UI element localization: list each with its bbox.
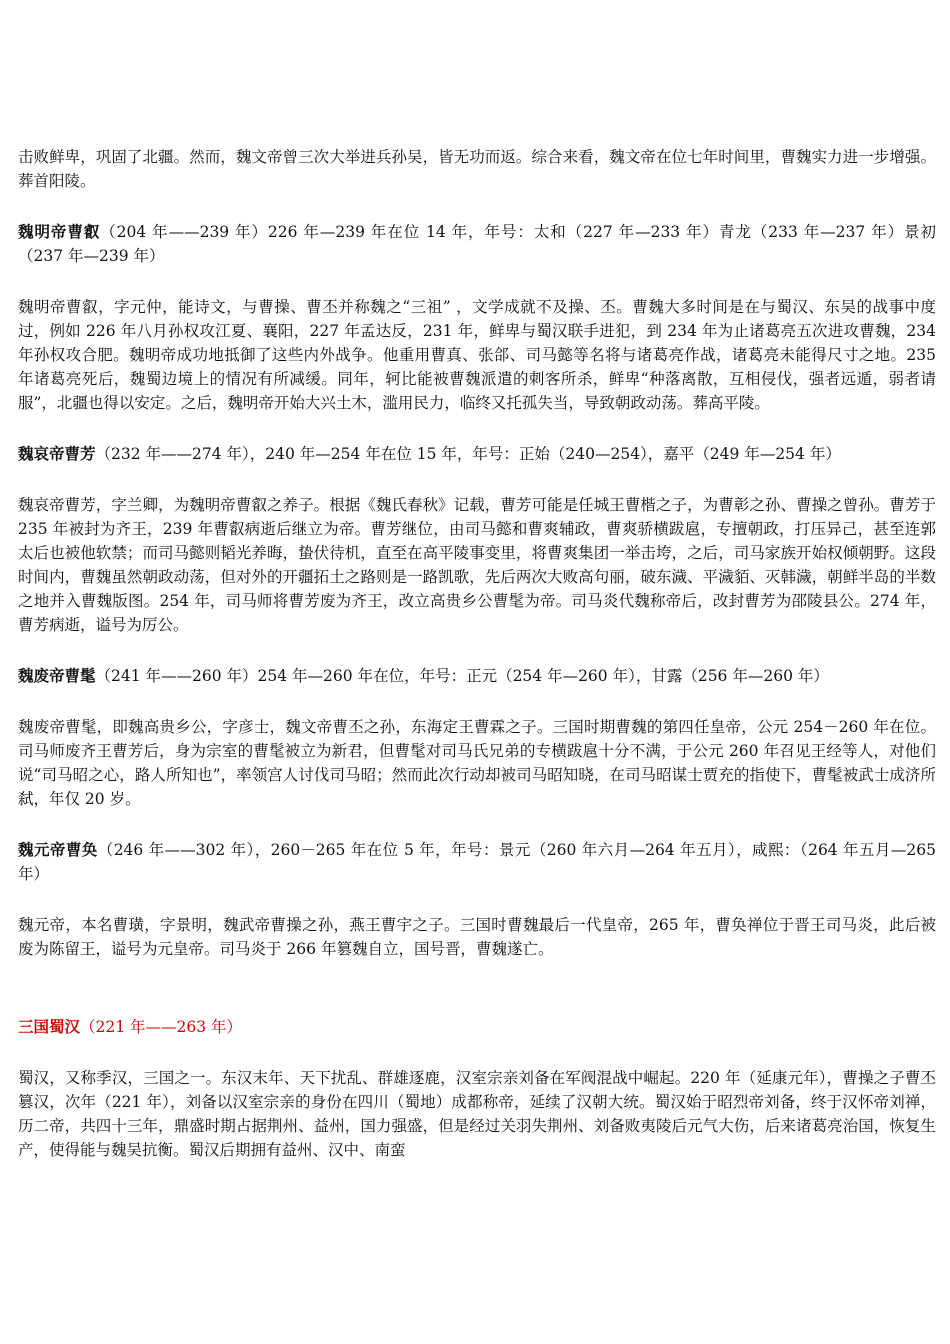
section-heading-shuhan bbox=[18, 1015, 936, 1039]
emperor-name: 魏明帝曹叡 bbox=[18, 223, 101, 241]
emperor-name: 魏废帝曹髦 bbox=[18, 667, 96, 685]
emperor-body-caohuan: 魏元帝，本名曹璜，字景明，魏武帝曹操之孙，燕王曹宇之子。三国时曹魏最后一代皇帝，265 年，曹奂禅位于晋王司马炎，此后被废为陈留王，谥号为元皇帝。司马炎于 266 年篡魏自立，国号晋，曹魏遂亡。 bbox=[18, 916, 936, 958]
emperor-name: 魏哀帝曹芳 bbox=[18, 445, 96, 463]
emperor-heading-caomao bbox=[18, 664, 936, 688]
emperor-heading-caohuan bbox=[18, 838, 936, 886]
emperor-detail: （241 年——260 年）254 年—260 年在位，年号：正元（254 年—260 年），甘露（256 年—260 年） bbox=[95, 667, 829, 685]
emperor-body-caorui: 魏明帝曹叡，字元仲，能诗文，与曹操、曹丕并称魏之“三祖” ，文学成就不及操、丕。曹魏大多时间是在与蜀汉、东吴的战事中度过，例如 226 年八月孙权攻江夏、襄阳，227 年孟达反，231 年，鲜卑与蜀汉联手进犯，到 234 年为止诸葛亮五次进攻曹魏，234 年孙权攻合肥。魏明帝成功地抵御了这些内外战争。他重用曹真、张郃、司马懿等名将与诸葛亮作战，诸葛亮未能得尺寸之地。235 年诸葛亮死后，魏蜀边境上的情况有所减缓。同年，轲比能被曹魏派遣的刺客所杀，鲜卑“种落离散，互相侵伐，强者远遁，弱者请服”，北疆也得以安定。之后，魏明帝开始大兴土木，滥用民力，临终又托孤失当，导致朝政动荡。葬高平陵。 bbox=[18, 298, 936, 412]
intro-paragraph: 击败鲜卑，巩固了北疆。然而，魏文帝曾三次大举进兵孙吴，皆无功而返。综合来看，魏文帝在位七年时间里，曹魏实力进一步增强。葬首阳陵。 bbox=[18, 148, 936, 190]
emperor-body-caomao: 魏废帝曹髦，即魏高贵乡公，字彦士，魏文帝曹丕之孙，东海定王曹霖之子。三国时期曹魏的第四任皇帝，公元 254－260 年在位。司马师废齐王曹芳后，身为宗室的曹髦被立为新君，但曹髦对司马氏兄弟的专横跋扈十分不满，于公元 260 年召见王经等人，对他们说“司马昭之心，路人所知也”，率领宫人讨伐司马昭；然而此次行动却被司马昭知晓，在司马昭谋士贾充的指使下，曹髦被武士成济所弑，年仅 20 岁。 bbox=[18, 718, 936, 808]
emperor-heading-caofang bbox=[18, 442, 936, 466]
section-body-shuhan: 蜀汉，又称季汉，三国之一。东汉末年、天下扰乱、群雄逐鹿，汉室宗亲刘备在军阀混战中崛起。220 年（延康元年），曹操之子曹丕篡汉，次年（221 年），刘备以汉室宗亲的身份在四川（蜀地）成都称帝，延续了汉朝大统。蜀汉始于昭烈帝刘备，终于汉怀帝刘禅，历二帝，共四十三年，鼎盛时期占据荆州、益州，国力强盛，但是经过关羽失荆州、刘备败夷陵后元气大伤，后来诸葛亮治国，恢复生产，使得能与魏吴抗衡。蜀汉后期拥有益州、汉中、南蛮 bbox=[18, 1069, 936, 1159]
emperor-body-caofang: 魏哀帝曹芳，字兰卿，为魏明帝曹叡之养子。根据《魏氏春秋》记载，曹芳可能是任城王曹楷之子，为曹彰之孙、曹操之曾孙。曹芳于 235 年被封为齐王，239 年曹叡病逝后继立为帝。曹芳继位，由司马懿和曹爽辅政，曹爽骄横跋扈，专擅朝政，打压异己，甚至连郭太后也被他软禁；而司马懿则韬光养晦，蛰伏待机，直至在高平陵事变里，将曹爽集团一举击垮，之后，司马家族开始权倾朝野。这段时间内，曹魏虽然朝政动荡，但对外的开疆拓土之路则是一路凯歌，先后两次大败高句丽，破东濊、平濊貊、灭韩濊，朝鲜半岛的半数之地并入曹魏版图。254 年，司马师将曹芳废为齐王，改立高贵乡公曹髦为帝。司马炎代魏称帝后，改封曹芳为邵陵县公。274 年，曹芳病逝，谥号为厉公。 bbox=[18, 496, 936, 634]
section-name: 三国蜀汉 bbox=[18, 1018, 81, 1036]
emperor-detail: （246 年——302 年），260－265 年在位 5 年，年号：景元（260 年六月—264 年五月），咸熙：（264 年五月—265 年） bbox=[18, 841, 936, 883]
emperor-name: 魏元帝曹奂 bbox=[18, 841, 98, 859]
document-page bbox=[18, 145, 936, 1162]
emperor-detail: （232 年——274 年），240 年—254 年在位 15 年，年号：正始（240—254），嘉平（249 年—254 年） bbox=[95, 445, 841, 463]
emperor-heading-caorui bbox=[18, 220, 936, 268]
emperor-detail: （204 年——239 年）226 年—239 年在位 14 年，年号：太和（227 年—233 年）青龙（233 年—237 年）景初（237 年—239 年） bbox=[18, 223, 936, 265]
section-detail: （221 年——263 年） bbox=[80, 1018, 243, 1036]
